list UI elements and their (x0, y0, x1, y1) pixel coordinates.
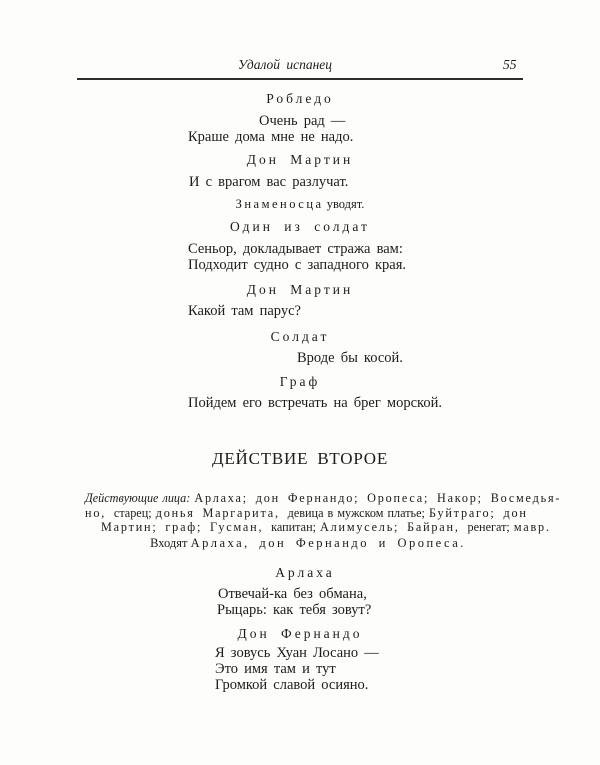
page-number: 55 (503, 57, 517, 72)
verse-line: Сеньор, докладывает стража вам: (188, 241, 403, 257)
speaker-name: Дон Мартин (246, 282, 354, 297)
act-heading: ДЕЙСТВИЕ ВТОРОЕ (211, 449, 389, 468)
cast-role: девица в мужском платье; (287, 506, 429, 520)
verse-line: Подходит судно с западного края. (188, 257, 407, 273)
speaker-name: Граф (279, 374, 321, 389)
cast-list-line (101, 520, 551, 535)
cast-names: Буйтраго; дон (428, 506, 528, 520)
stage-direction-rest: уводят. (323, 197, 365, 211)
cast-names: Алимусель; Байран, (320, 520, 468, 534)
verse-line: И с врагом вас разлучат. (189, 174, 349, 190)
speaker-name: Солдат (270, 329, 330, 344)
cast-list-line (85, 506, 528, 521)
verse-line: Я зовусь Хуан Лосано — (215, 645, 379, 661)
header-rule (77, 78, 523, 80)
cast-role: ренегат; (467, 520, 514, 534)
speaker-name: Дон Фернандо (237, 626, 363, 641)
verse-line: Какой там парус? (188, 303, 301, 319)
speaker-name: Один из солдат (230, 219, 370, 234)
verse-line: Рыцарь: как тебя зовут? (217, 602, 372, 618)
stage-direction-name: Знаменосца (235, 197, 324, 211)
verse-line: Краше дома мне не надо. (188, 129, 354, 145)
entrance-verb: Входят (150, 536, 191, 550)
entrance-names: Арлаха, дон Фернандо и Оропеса. (190, 536, 466, 550)
running-title: Удалой испанец (237, 57, 333, 72)
cast-label: Действующие лица: (85, 491, 195, 505)
stage-direction (0, 197, 600, 212)
speaker-name: Арлаха (275, 565, 335, 580)
verse-line: Это имя там и тут (215, 661, 336, 677)
verse-line: Пойдем его встречать на брег морской. (188, 395, 442, 411)
cast-role: старец; (113, 506, 156, 520)
cast-list-line (85, 491, 561, 506)
speaker-name: Робледо (266, 91, 334, 106)
cast-names: донья Маргарита, (155, 506, 288, 520)
verse-line: Громкой славой осияно. (215, 677, 369, 693)
cast-names: Арлаха; дон Фернандо; Оропеса; Накор; Восмедья- (194, 491, 562, 505)
cast-names: мавр. (513, 520, 551, 534)
verse-line: Отвечай-ка без обмана, (218, 586, 367, 602)
speaker-name: Дон Мартин (246, 152, 354, 167)
stage-direction (0, 536, 600, 551)
verse-line: Очень рад — (259, 113, 346, 129)
cast-names: Мартин; граф; Гусман, (101, 520, 272, 534)
verse-line: Вроде бы косой. (297, 350, 403, 366)
cast-role: капитан; (271, 520, 321, 534)
cast-names: но, (85, 506, 114, 520)
